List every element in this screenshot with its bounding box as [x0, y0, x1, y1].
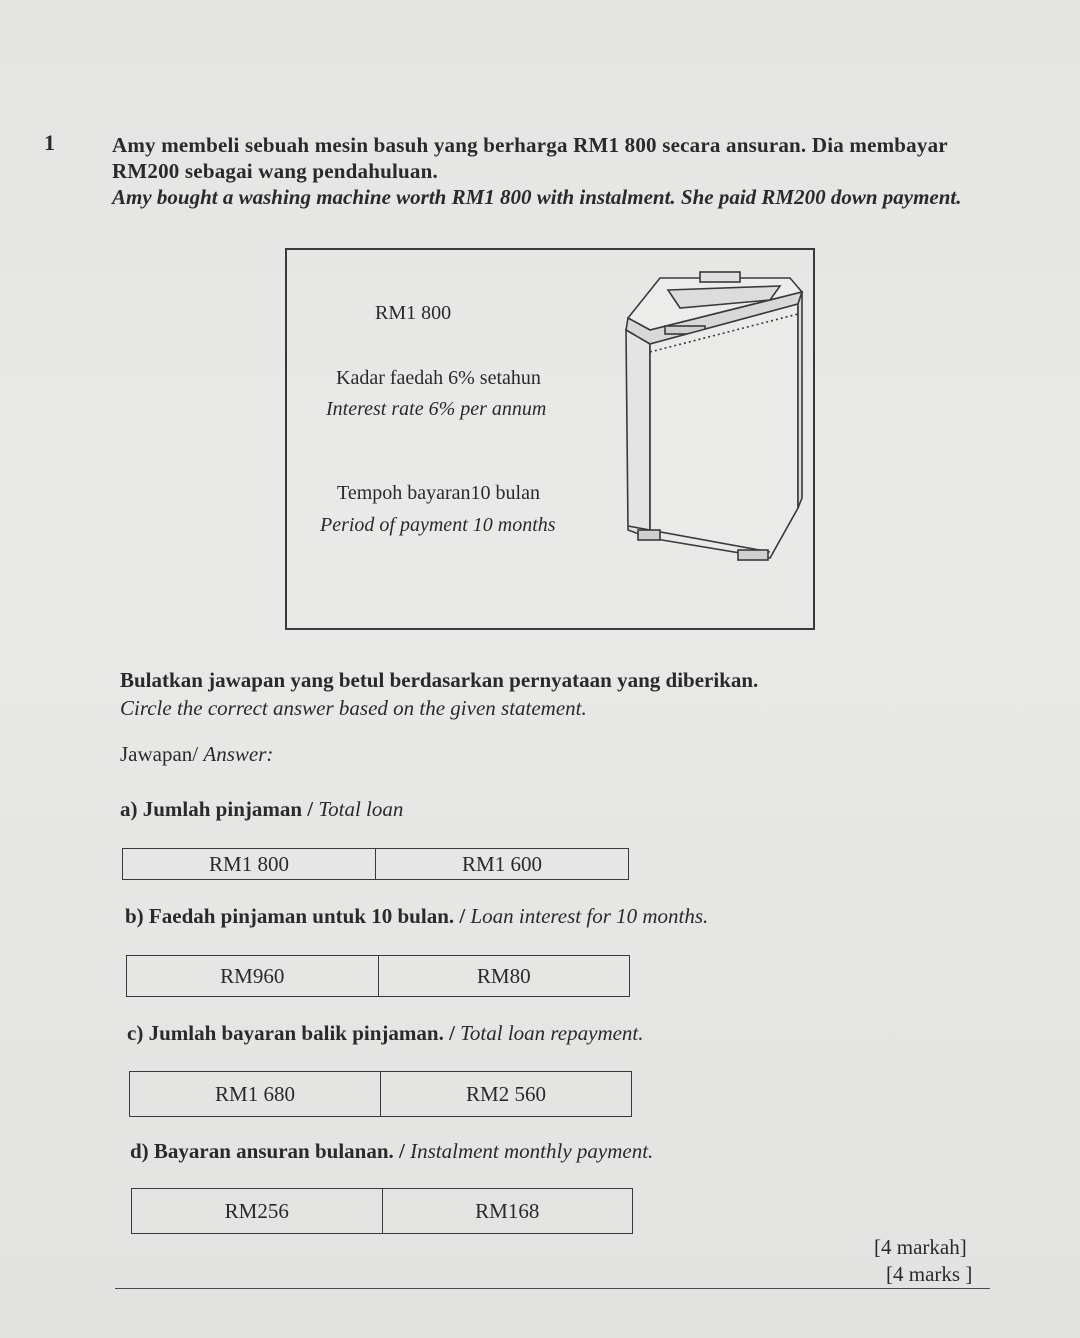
part-c-malay: c) Jumlah bayaran balik pinjaman. / [127, 1021, 455, 1045]
intro-malay: Amy membeli sebuah mesin basuh yang berharga RM1 800 secara ansuran. Dia membayar RM200 sebagai wang pendahuluan. [112, 133, 948, 183]
part-a-option-1[interactable]: RM1 800 [209, 851, 289, 876]
part-b-english: Loan interest for 10 months. [470, 904, 709, 928]
figure-price: RM1 800 [375, 302, 452, 324]
part-c-english: Total loan repayment. [460, 1021, 644, 1045]
answer-label-english: Answer: [203, 742, 274, 766]
part-d-option-2[interactable]: RM168 [382, 1189, 633, 1233]
part-c-question [127, 1021, 644, 1046]
figure-period-english: Period of payment 10 months [320, 514, 556, 536]
part-b-malay: b) Faedah pinjaman untuk 10 bulan. / [125, 904, 466, 928]
marks-malay-text: [4 markah] [874, 1235, 967, 1259]
part-c-option-1[interactable]: RM1 680 [215, 1081, 295, 1106]
part-a-question [120, 797, 403, 822]
question-intro [112, 132, 992, 210]
figure-period-malay: Tempoh bayaran10 bulan [337, 482, 540, 504]
instruction-malay: Bulatkan jawapan yang betul berdasarkan pernyataan yang diberikan. [120, 668, 759, 692]
intro-english: Amy bought a washing machine worth RM1 800 with instalment. She paid RM200 down payment. [112, 185, 962, 209]
part-d-options [131, 1188, 633, 1234]
part-a-malay: a) Jumlah pinjaman / [120, 797, 314, 821]
marks-malay [874, 1235, 967, 1260]
part-d-question [130, 1139, 653, 1164]
instruction-english: Circle the correct answer based on the given statement. [120, 696, 587, 720]
part-d-option-1[interactable]: RM256 [224, 1198, 289, 1223]
figure-rate-malay: Kadar faedah 6% setahun [336, 367, 541, 389]
marks-english [886, 1262, 972, 1287]
part-d-english: Instalment monthly payment. [410, 1139, 654, 1163]
marks-english-text: [4 marks ] [886, 1262, 973, 1286]
instruction [120, 666, 758, 722]
part-b-options [126, 955, 630, 997]
part-b-option-2[interactable]: RM80 [378, 956, 630, 996]
part-a-options [122, 848, 629, 880]
answer-label-malay: Jawapan/ [120, 742, 199, 766]
answer-label [120, 742, 273, 767]
part-d-malay: d) Bayaran ansuran bulanan. / [130, 1139, 405, 1163]
part-b-option-1[interactable]: RM960 [220, 963, 285, 988]
question-number: 1 [44, 130, 55, 155]
part-c-option-2[interactable]: RM2 560 [380, 1072, 631, 1116]
bottom-rule [115, 1288, 990, 1289]
part-b-question [125, 904, 708, 929]
part-a-english: Total loan [318, 797, 404, 821]
part-a-option-2[interactable]: RM1 600 [375, 849, 628, 879]
figure-rate-english: Interest rate 6% per annum [326, 398, 547, 420]
washing-machine-icon [620, 268, 810, 568]
part-c-options [129, 1071, 632, 1117]
